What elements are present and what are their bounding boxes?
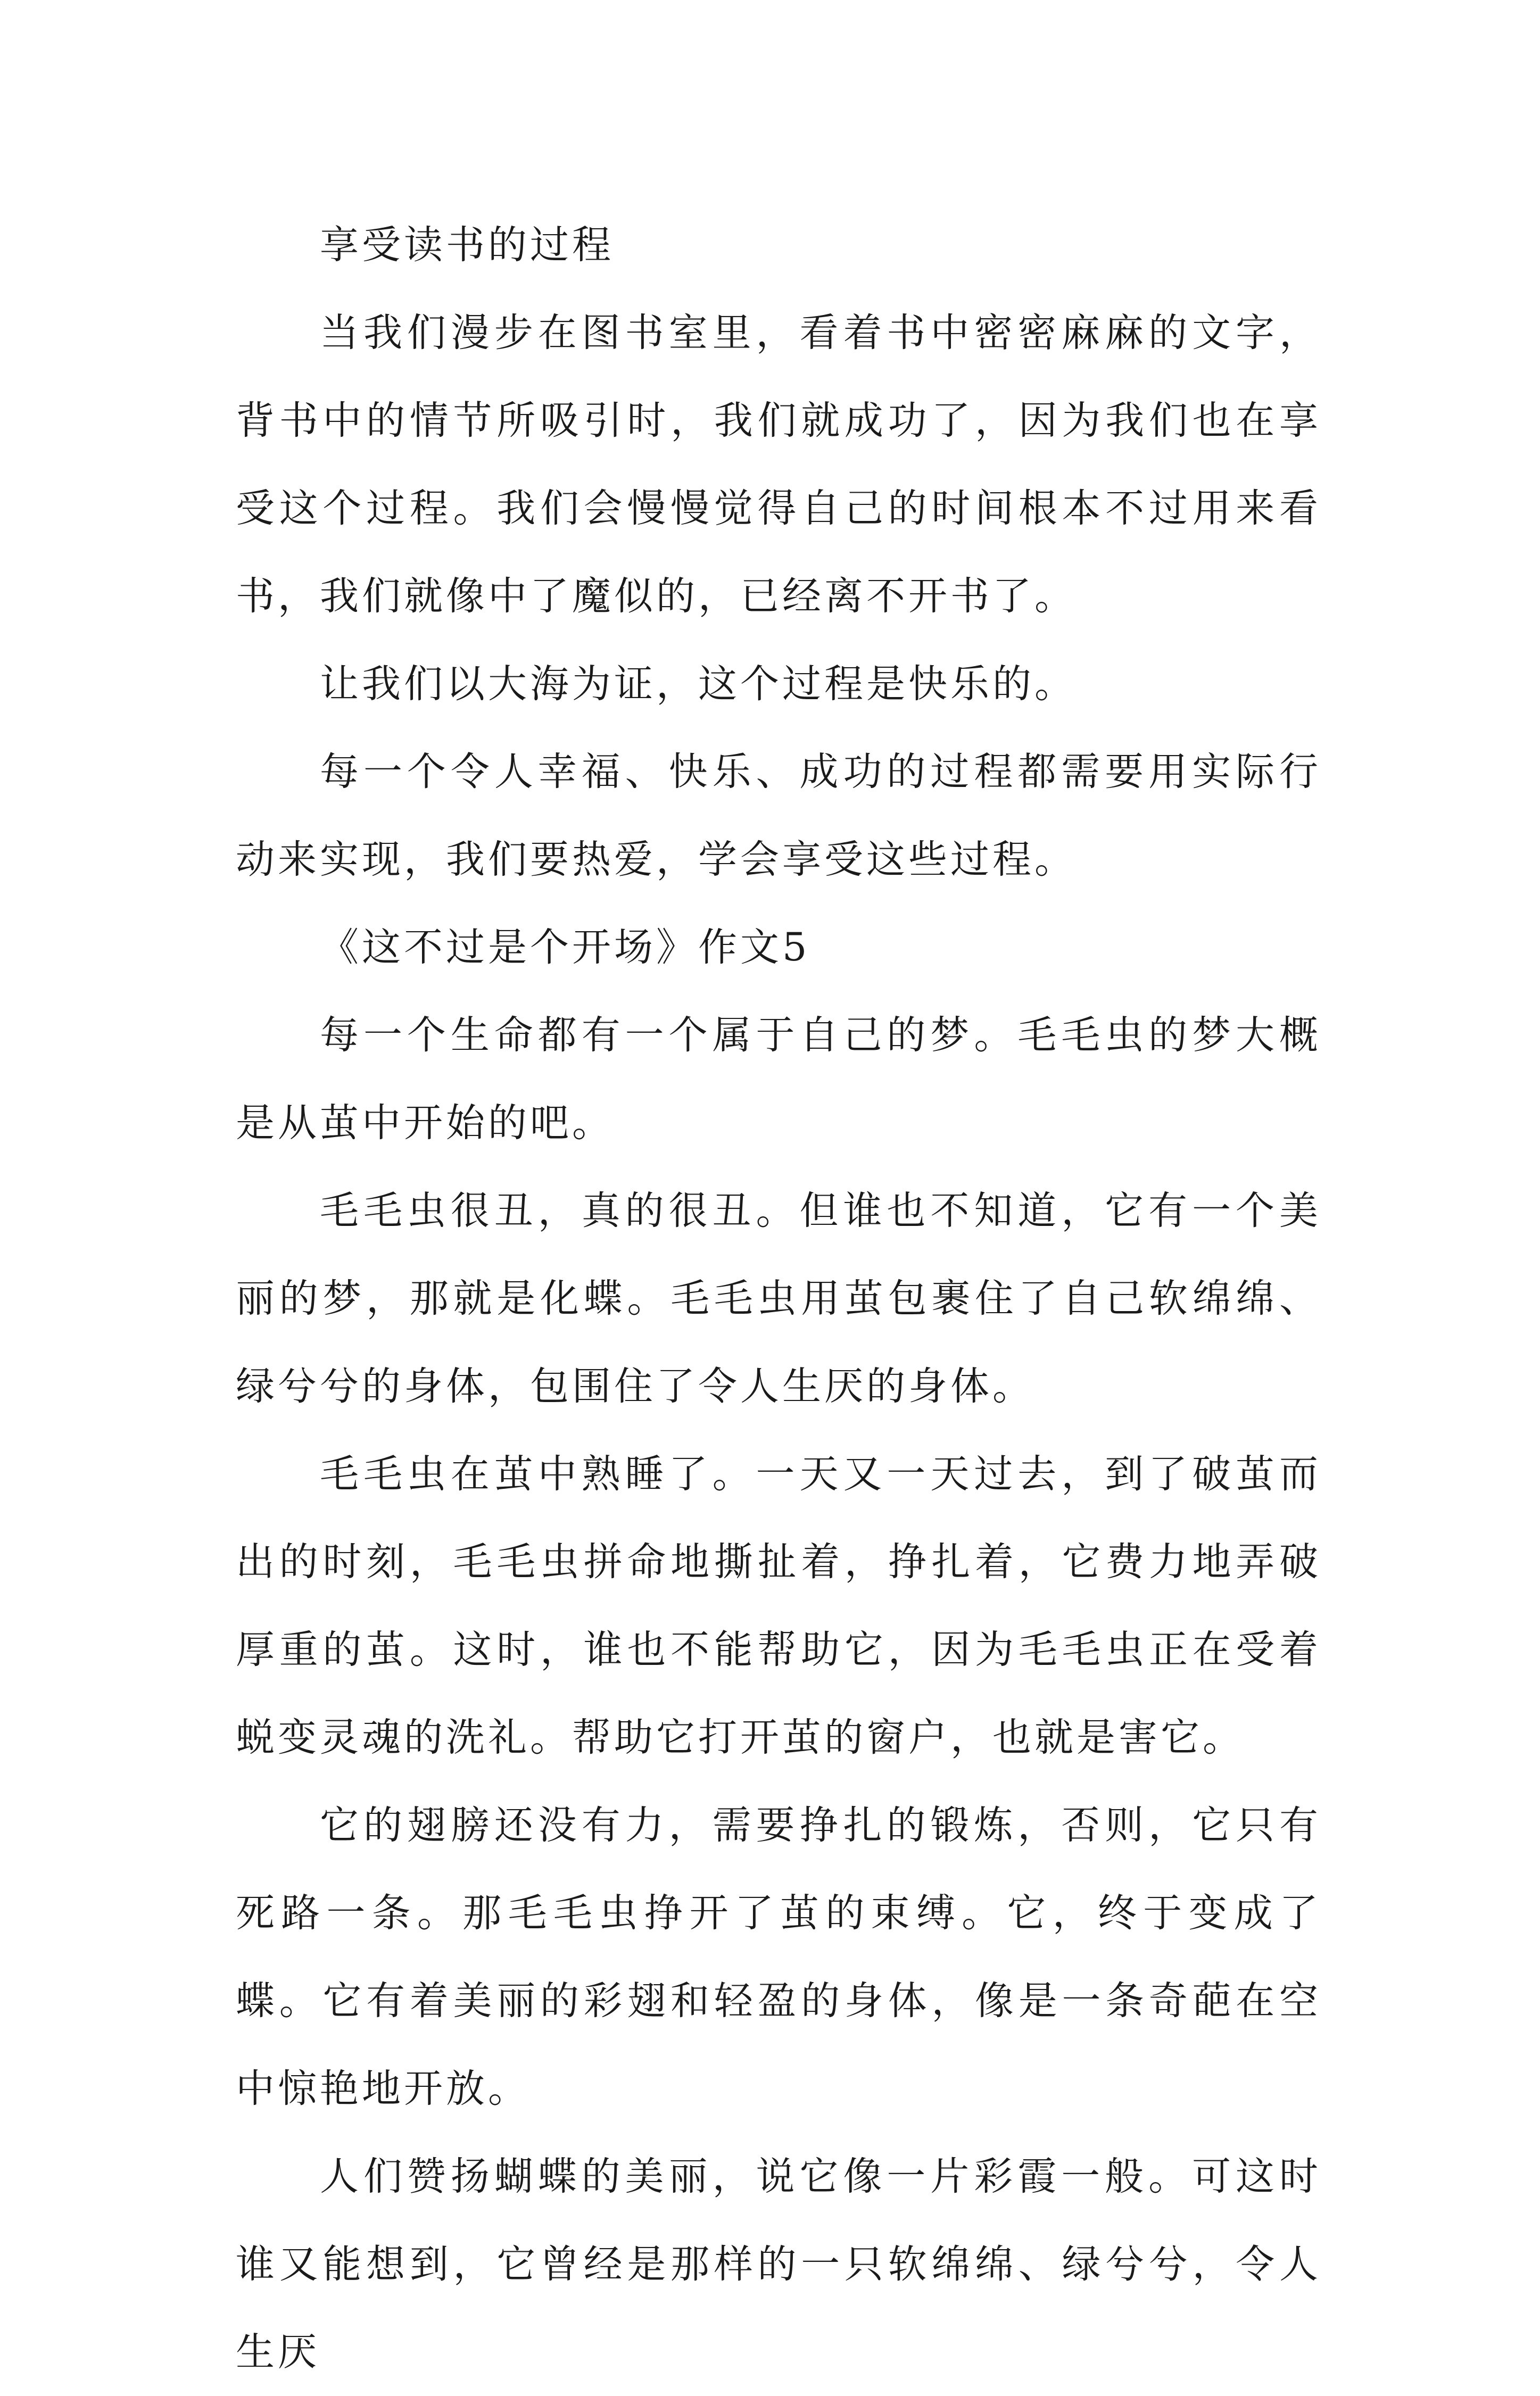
paragraph: 当我们漫步在图书室里，看着书中密密麻麻的文字，背书中的情节所吸引时，我们就成功了，因为我们也在享受这个过程。我们会慢慢觉得自己的时间根本不过用来看书，我们就像中了魔似的，已经离不开书了。 [236, 310, 1321, 619]
document-body [236, 201, 1321, 2396]
paragraph: 人们赞扬蝴蝶的美丽，说它像一片彩霞一般。可这时谁又能想到，它曾经是那样的一只软绵绵、绿兮兮，令人生厌 [236, 2154, 1321, 2375]
paragraph: 每一个令人幸福、快乐、成功的过程都需要用实际行动来实现，我们要热爱，学会享受这些过程。 [236, 749, 1321, 882]
essay-title: 《这不过是个开场》作文5 [320, 925, 810, 970]
paragraph: 毛毛虫在茧中熟睡了。一天又一天过去，到了破茧而出的时刻，毛毛虫拼命地撕扯着，挣扎着，它费力地弄破厚重的茧。这时，谁也不能帮助它，因为毛毛虫正在受着蜕变灵魂的洗礼。帮助它打开茧的窗户，也就是害它。 [236, 1452, 1321, 1760]
paragraph: 它的翅膀还没有力，需要挣扎的锻炼，否则，它只有死路一条。那毛毛虫挣开了茧的束缚。它，终于变成了蝶。它有着美丽的彩翅和轻盈的身体，像是一条奇葩在空中惊艳地开放。 [236, 1803, 1321, 2111]
paragraph: 每一个生命都有一个属于自己的梦。毛毛虫的梦大概是从茧中开始的吧。 [236, 1013, 1321, 1146]
paragraph: 毛毛虫很丑，真的很丑。但谁也不知道，它有一个美丽的梦，那就是化蝶。毛毛虫用茧包裹住了自己软绵绵、绿兮兮的身体，包围住了令人生厌的身体。 [236, 1188, 1321, 1409]
section-title: 享受读书的过程 [320, 222, 614, 268]
paragraph: 让我们以大海为证，这个过程是快乐的。 [320, 661, 1077, 707]
